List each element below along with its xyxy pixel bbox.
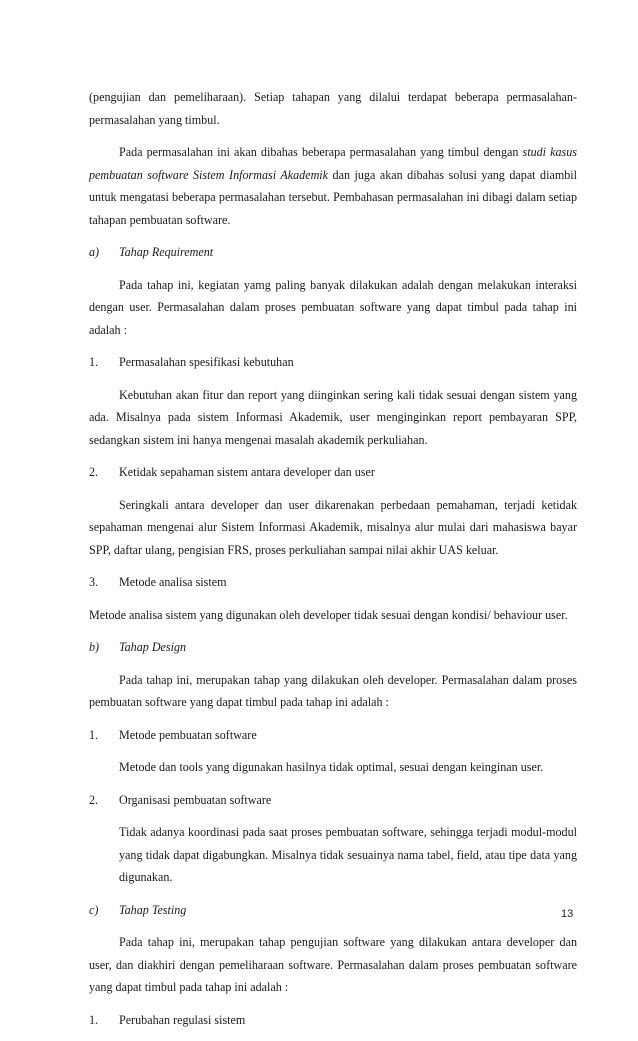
paragraph-requirement-1: Kebutuhan akan fitur dan report yang diinginkan sering kali tidak sesuai dengan sistem yang ada. Misalnya pada sistem Informasi Akademik, user menginginkan report pembayaran SPP, sedangkan sistem ini hanya mengenai masalah akademik perkuliahan. bbox=[89, 387, 577, 447]
section-heading-design bbox=[89, 636, 577, 659]
emphasis-text: studi kasus pembuatan software Sistem Informasi Akademik bbox=[89, 145, 577, 182]
paragraph-testing-intro: Pada tahap ini, merupakan tahap pengujian software yang dilakukan antara developer dan user, dan diakhiri dengan pemeliharaan software. Permasalahan dalam proses pembuatan software yang dapat timbul pada tahap ini adalah : bbox=[89, 935, 577, 994]
list-number: 2. bbox=[89, 465, 99, 479]
paragraph-design-intro: Pada tahap ini, merupakan tahap yang dilakukan oleh developer. Permasalahan dalam proses pembuatan software yang dapat timbul pada tahap ini adalah : bbox=[89, 672, 577, 709]
paragraph-design-2: Tidak adanya koordinasi pada saat proses pembuatan software, sehingga terjadi modul-modul yang tidak dapat digabungkan. Misalnya tidak sesuainya nama tabel, field, atau tipe data yang digunakan. bbox=[119, 825, 577, 884]
subheading-requirement-3 bbox=[89, 571, 577, 594]
page-body bbox=[89, 86, 577, 1041]
subheading-design-1 bbox=[89, 724, 577, 747]
subheading-requirement-2 bbox=[89, 461, 577, 484]
paragraph-overview bbox=[89, 141, 577, 231]
list-number: 1. bbox=[89, 1012, 99, 1027]
text-run: dan juga akan dibahas solusi yang dapat diambil untuk mengatasi beberapa permasalahan tersebut. Pembahasan permasalahan ini dibagi dalam setiap tahapan pembuatan software. bbox=[89, 167, 577, 227]
list-number: 3. bbox=[89, 575, 99, 589]
subheading-title: Metode analisa sistem bbox=[119, 575, 227, 589]
subheading-title: Perubahan regulasi sistem bbox=[119, 1012, 246, 1027]
subheading-title: Metode pembuatan software bbox=[119, 727, 257, 742]
text-run: Pada permasalahan ini akan dibahas beberapa permasalahan yang timbul dengan bbox=[119, 145, 523, 159]
section-marker: a) bbox=[89, 245, 100, 259]
subheading-testing-1 bbox=[89, 1009, 577, 1032]
section-marker: b) bbox=[89, 640, 100, 654]
paragraph-requirement-intro: Pada tahap ini, kegiatan yamg paling banyak dilakukan adalah dengan melakukan interaksi dengan user. Permasalahan dalam proses pembuatan software yang dapat timbul pada tahap ini adalah : bbox=[89, 277, 577, 337]
subheading-title: Ketidak sepahaman sistem antara developer dan user bbox=[119, 465, 375, 479]
section-title: Tahap Design bbox=[119, 640, 187, 654]
paragraph-intro: (pengujian dan pemeliharaan). Setiap tahapan yang dilalui terdapat beberapa permasalahan-permasalahan yang timbul. bbox=[89, 90, 577, 127]
list-number: 1. bbox=[89, 727, 99, 742]
list-number: 2. bbox=[89, 792, 99, 807]
subheading-title: Organisasi pembuatan software bbox=[119, 792, 272, 807]
subheading-design-2 bbox=[89, 789, 577, 812]
subheading-title: Permasalahan spesifikasi kebutuhan bbox=[119, 355, 294, 369]
paragraph-requirement-3: Metode analisa sistem yang digunakan oleh developer tidak sesuai dengan kondisi/ behaviour user. bbox=[89, 607, 568, 622]
section-title: Tahap Requirement bbox=[119, 245, 214, 259]
paragraph-requirement-2: Seringkali antara developer dan user dikarenakan perbedaan pemahaman, terjadi ketidak sepahaman mengenai alur Sistem Informasi Akademik, misalnya alur mulai dari mahasiswa bayar SPP, daftar ulang, pengisian FRS, proses perkuliahan sampai nilai akhir UAS keluar. bbox=[89, 497, 577, 557]
paragraph-design-1: Metode dan tools yang digunakan hasilnya tidak optimal, sesuai dengan keinginan user. bbox=[119, 760, 544, 774]
list-number: 1. bbox=[89, 355, 99, 369]
page-number: 13 bbox=[561, 908, 574, 920]
section-heading-testing bbox=[89, 899, 577, 922]
section-title: Tahap Testing bbox=[119, 902, 187, 917]
section-heading-requirement bbox=[89, 241, 577, 264]
subheading-requirement-1 bbox=[89, 351, 577, 374]
section-marker: c) bbox=[89, 902, 99, 917]
